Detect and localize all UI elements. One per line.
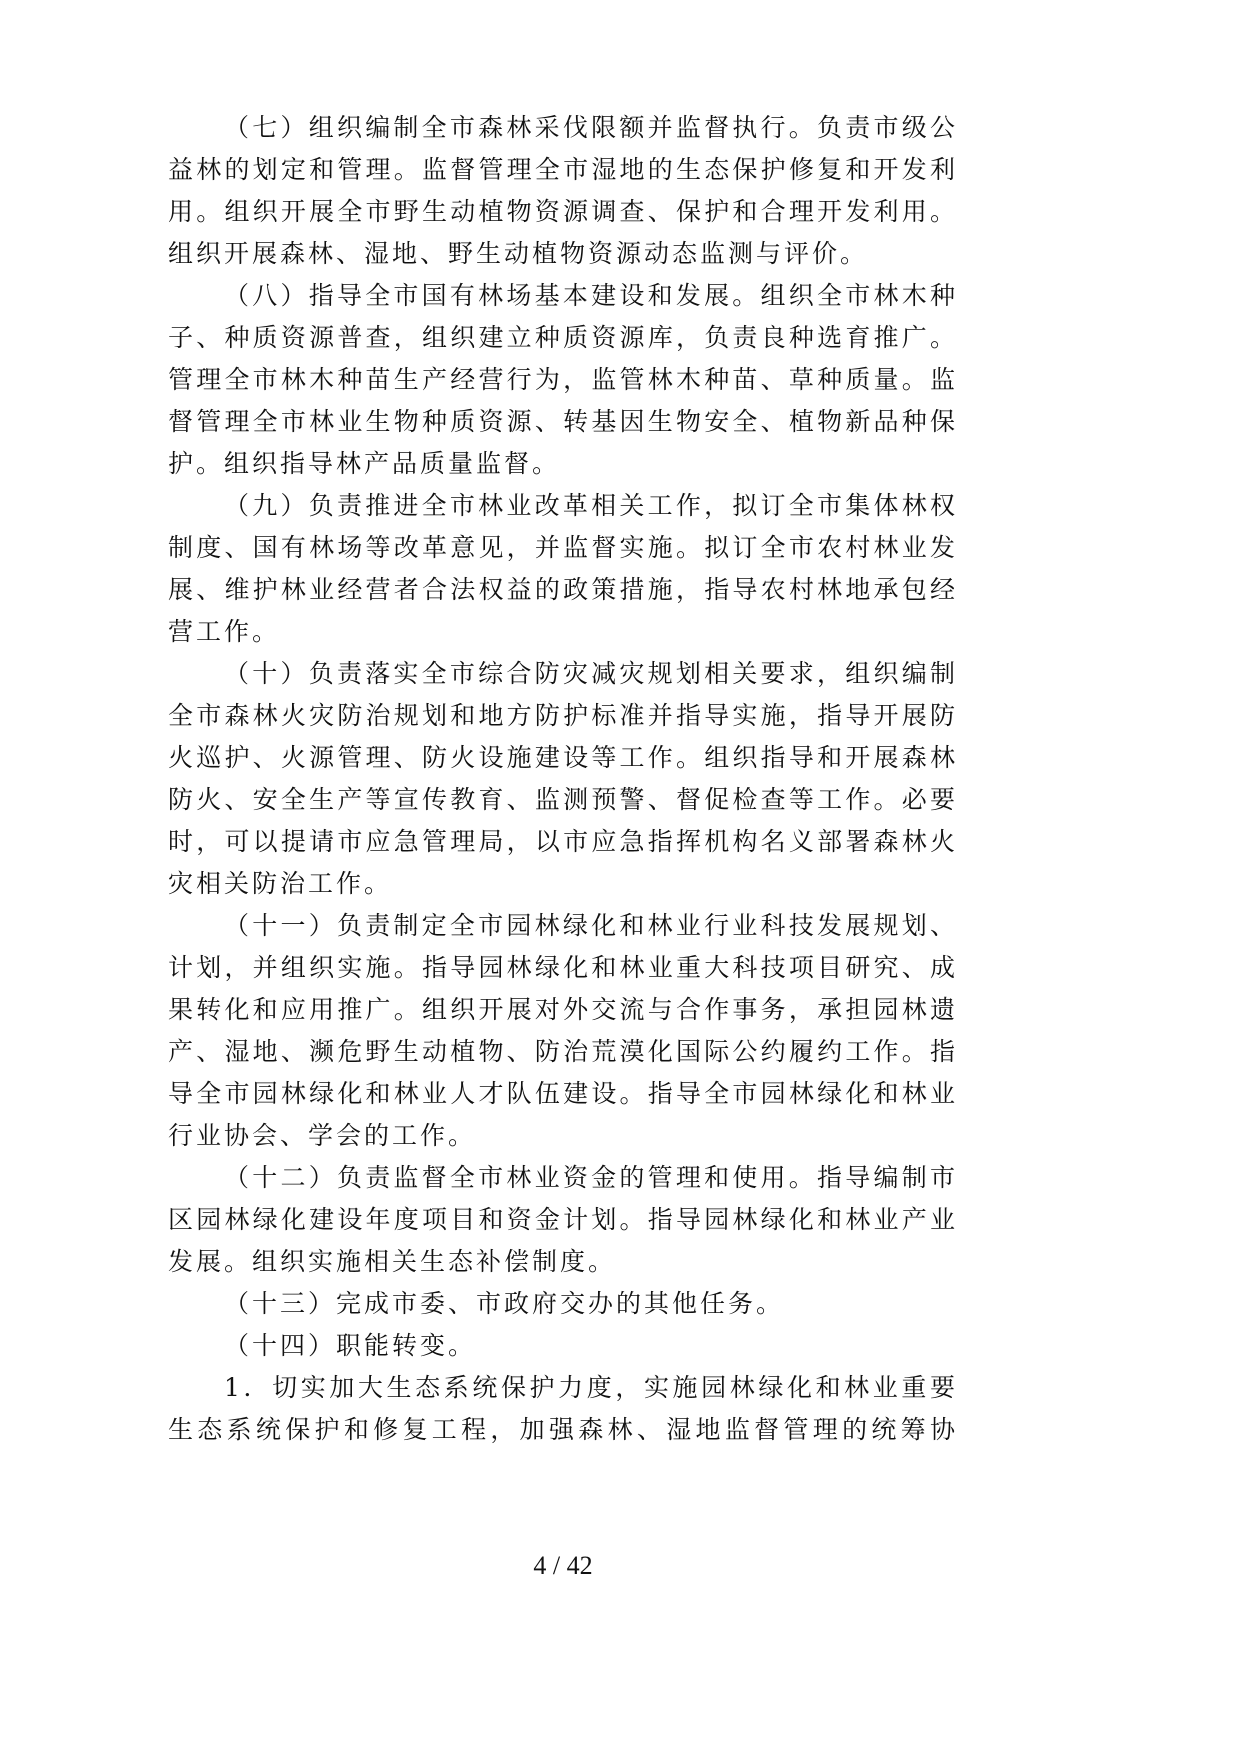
text-line: （十）负责落实全市综合防灾减灾规划相关要求，组织编制 bbox=[224, 659, 958, 688]
text-line: 护。组织指导林产品质量监督。 bbox=[168, 449, 561, 478]
text-line: 1．切实加大生态系统保护力度，实施园林绿化和林业重要 bbox=[224, 1373, 958, 1402]
paragraph-subitem-1 bbox=[168, 1367, 958, 1451]
text-line: 展、维护林业经营者合法权益的政策措施，指导农村林地承包经 bbox=[168, 575, 958, 604]
paragraph-item-9 bbox=[168, 485, 958, 653]
paragraph-item-8 bbox=[168, 275, 958, 485]
text-line: 用。组织开展全市野生动植物资源调查、保护和合理开发利用。 bbox=[168, 197, 958, 226]
text-line: 灾相关防治工作。 bbox=[168, 869, 393, 898]
text-line: 发展。组织实施相关生态补偿制度。 bbox=[168, 1247, 617, 1276]
text-line: 火巡护、火源管理、防火设施建设等工作。组织指导和开展森林 bbox=[168, 743, 958, 772]
paragraph-item-11 bbox=[168, 905, 958, 1157]
text-line: （十一）负责制定全市园林绿化和林业行业科技发展规划、 bbox=[224, 911, 958, 940]
text-line: （九）负责推进全市林业改革相关工作，拟订全市集体林权 bbox=[224, 491, 958, 520]
page-number: 4 / 42 bbox=[533, 1551, 593, 1580]
text-line: 管理全市林木种苗生产经营行为，监管林木种苗、草种质量。监 bbox=[168, 365, 958, 394]
paragraph-item-13 bbox=[168, 1283, 958, 1325]
text-line: 行业协会、学会的工作。 bbox=[168, 1121, 477, 1150]
text-line: 时，可以提请市应急管理局，以市应急指挥机构名义部署森林火 bbox=[168, 827, 958, 856]
text-line: 子、种质资源普查，组织建立种质资源库，负责良种选育推广。 bbox=[168, 323, 958, 352]
text-line: 益林的划定和管理。监督管理全市湿地的生态保护修复和开发利 bbox=[168, 155, 958, 184]
document-body bbox=[168, 107, 958, 1451]
text-line: 区园林绿化建设年度项目和资金计划。指导园林绿化和林业产业 bbox=[168, 1205, 958, 1234]
text-line: 营工作。 bbox=[168, 617, 281, 646]
text-line: （八）指导全市国有林场基本建设和发展。组织全市林木种 bbox=[224, 281, 958, 310]
text-line: （十二）负责监督全市林业资金的管理和使用。指导编制市 bbox=[224, 1163, 958, 1192]
text-line: 生态系统保护和修复工程，加强森林、湿地监督管理的统筹协 bbox=[168, 1415, 958, 1444]
text-line: （十四）职能转变。 bbox=[224, 1331, 477, 1360]
text-line: 防火、安全生产等宣传教育、监测预警、督促检查等工作。必要 bbox=[168, 785, 958, 814]
paragraph-item-14 bbox=[168, 1325, 958, 1367]
paragraph-item-10 bbox=[168, 653, 958, 905]
text-line: 督管理全市林业生物种质资源、转基因生物安全、植物新品种保 bbox=[168, 407, 958, 436]
paragraph-item-12 bbox=[168, 1157, 958, 1283]
text-line: （七）组织编制全市森林采伐限额并监督执行。负责市级公 bbox=[224, 113, 958, 142]
text-line: 全市森林火灾防治规划和地方防护标准并指导实施，指导开展防 bbox=[168, 701, 958, 730]
text-line: 计划，并组织实施。指导园林绿化和林业重大科技项目研究、成 bbox=[168, 953, 958, 982]
text-line: （十三）完成市委、市政府交办的其他任务。 bbox=[224, 1289, 785, 1318]
text-line: 果转化和应用推广。组织开展对外交流与合作事务，承担园林遗 bbox=[168, 995, 958, 1024]
text-line: 组织开展森林、湿地、野生动植物资源动态监测与评价。 bbox=[168, 239, 869, 268]
text-line: 制度、国有林场等改革意见，并监督实施。拟订全市农村林业发 bbox=[168, 533, 958, 562]
text-line: 产、湿地、濒危野生动植物、防治荒漠化国际公约履约工作。指 bbox=[168, 1037, 958, 1066]
paragraph-item-7 bbox=[168, 107, 958, 275]
text-line: 导全市园林绿化和林业人才队伍建设。指导全市园林绿化和林业 bbox=[168, 1079, 958, 1108]
